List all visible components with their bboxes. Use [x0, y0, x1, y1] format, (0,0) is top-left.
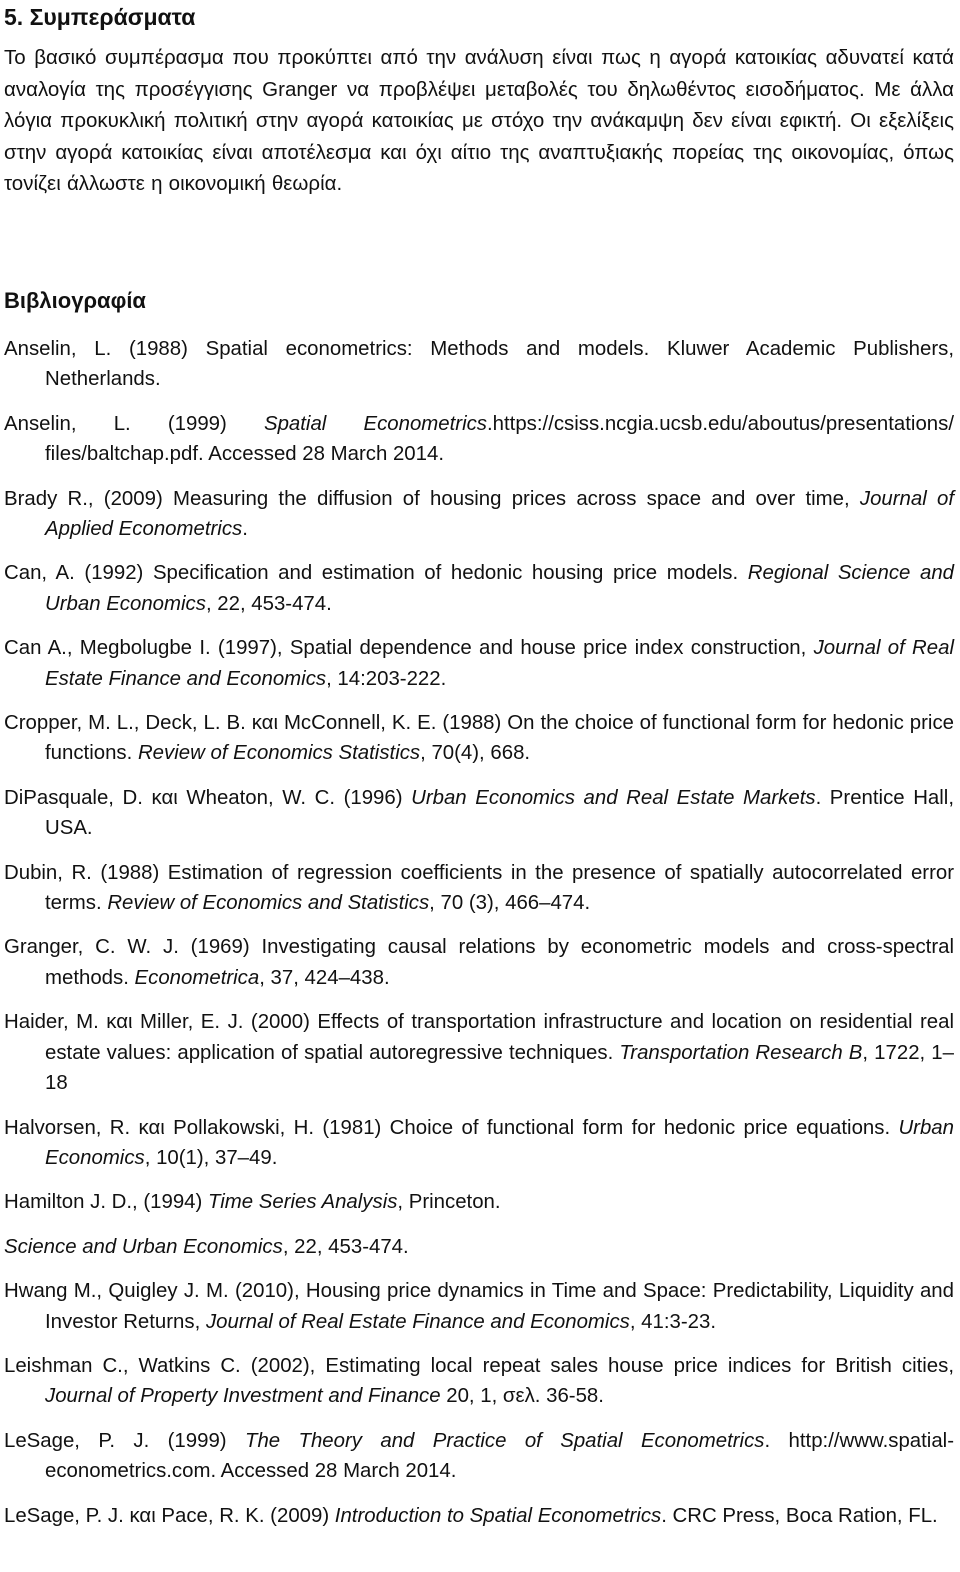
- reference-text: , 22, 453-474.: [282, 1235, 409, 1258]
- reference-text: Leishman C., Watkins C. (2002), Estimating local repeat sales house price indices for British cities,: [4, 1354, 954, 1377]
- reference-text: Granger, C. W. J. (1969) Investigating causal relations by econometric models and cross-spectral methods.: [4, 936, 954, 989]
- conclusion-paragraph: Το βασικό συμπέρασμα που προκύπτει από την ανάλυση είναι πως η αγορά κατοικίας αδυνατεί κατά αναλογία της προσέγγισης Granger να προβλέψει μεταβολές του δηλωθέντος εισοδήματος. Με άλλα λόγια προκυκλική πολιτική στην αγορά κατοικίας με στόχο την ανάκαμψη δεν είναι εφικτή. Οι εξελίξεις στην αγορά κατοικίας είναι αποτέλεσμα και όχι αίτιο της αναπτυξιακής πορείας της οικονομίας, όπως τονίζει άλλωστε η οικονομική θεωρία.: [4, 46, 954, 196]
- reference-italic-title: Regional Science and Urban Economics: [45, 562, 954, 615]
- reference-text: , 10(1), 37–49.: [144, 1146, 278, 1169]
- reference-italic-title: Review of Economics and Statistics: [107, 892, 430, 915]
- reference-italic-title: The Theory and Practice of Spatial Econometrics: [244, 1429, 765, 1452]
- reference-item: [4, 409, 954, 470]
- reference-text: . CRC Press, Boca Ration, FL.: [661, 1504, 938, 1527]
- reference-text: Anselin, L. (1999): [4, 412, 264, 435]
- reference-list: [4, 334, 954, 1531]
- reference-text: , 70 (3), 466–474.: [429, 892, 591, 915]
- reference-text: .: [242, 518, 248, 540]
- reference-italic-title: Journal of Applied Econometrics: [45, 487, 954, 540]
- reference-item: [4, 633, 954, 694]
- section-title: 5. Συμπεράσματα: [4, 4, 196, 30]
- reference-italic-title: Journal of Real Estate Finance and Economics: [205, 1310, 630, 1333]
- reference-text: .https://csiss.ncgia.ucsb.edu/aboutus/presentations/ files/baltchap.pdf. Accessed 28 March 2014.: [45, 412, 954, 466]
- reference-text: , 70(4), 668.: [420, 742, 531, 765]
- reference-text: DiPasquale, D. και Wheaton, W. C. (1996): [4, 786, 412, 809]
- reference-text: Can A., Megbolugbe I. (1997), Spatial dependence and house price index construction,: [4, 637, 814, 660]
- reference-italic-title: Transportation Research B: [619, 1041, 863, 1064]
- reference-text: , 37, 424–438.: [259, 966, 390, 989]
- reference-italic-title: Urban Economics and Real Estate Markets: [411, 786, 816, 809]
- reference-item: [4, 1007, 954, 1098]
- reference-text: , 14:203-222.: [326, 667, 447, 690]
- reference-italic-title: Review of Economics Statistics: [137, 742, 421, 765]
- reference-item: [4, 1113, 954, 1174]
- reference-italic-title: Science and Urban Economics: [4, 1235, 283, 1258]
- reference-text: 20, 1, σελ. 36-58.: [440, 1385, 604, 1408]
- reference-text: Hamilton J. D., (1994): [4, 1191, 208, 1214]
- reference-italic-title: Econometrica: [134, 966, 260, 989]
- reference-text: Anselin, L. (1988) Spatial econometrics: Methods and models. Kluwer Academic Publishers, Netherlands.: [4, 337, 954, 391]
- reference-text: , 1722, 1–18: [45, 1041, 954, 1095]
- reference-italic-title: Urban Economics: [45, 1116, 954, 1169]
- reference-text: , 41:3-23.: [629, 1310, 716, 1333]
- reference-item: [4, 708, 954, 769]
- reference-item: [4, 783, 954, 844]
- reference-text: Dubin, R. (1988) Estimation of regression coefficients in the presence of spatially autocorrelated error terms.: [4, 861, 954, 915]
- reference-italic-title: Time Series Analysis: [207, 1191, 398, 1214]
- reference-text: Haider, M. και Miller, E. J. (2000) Effects of transportation infrastructure and location on residential real estate values: application of spatial autoregressive techniques.: [4, 1011, 954, 1064]
- reference-text: Can, A. (1992) Specification and estimation of hedonic housing price models.: [4, 562, 748, 585]
- reference-item: [4, 484, 954, 545]
- reference-text: . http://www.spatial-econometrics.com. Accessed 28 March 2014.: [45, 1429, 954, 1483]
- reference-text: Hwang M., Quigley J. M. (2010), Housing price dynamics in Time and Space: Predictability, Liquidity and Investor Returns,: [4, 1280, 954, 1333]
- reference-text: Halvorsen, R. και Pollakowski, H. (1981) Choice of functional form for hedonic price equations.: [4, 1116, 899, 1139]
- reference-text: . Prentice Hall, USA.: [45, 786, 954, 840]
- reference-text: , 22, 453-474.: [205, 592, 332, 615]
- reference-text: Cropper, M. L., Deck, L. B. και McConnell, K. E. (1988) On the choice of functional form for hedonic price functions.: [4, 712, 954, 765]
- reference-item: [4, 558, 954, 619]
- reference-italic-title: Spatial Econometrics: [263, 412, 487, 435]
- reference-item: [4, 1232, 954, 1262]
- reference-item: [4, 1351, 954, 1412]
- reference-italic-title: Journal of Real Estate Finance and Economics: [45, 637, 954, 690]
- reference-text: , Princeton.: [397, 1191, 501, 1214]
- reference-italic-title: Journal of Property Investment and Finance: [45, 1385, 441, 1408]
- reference-item: [4, 334, 954, 395]
- reference-text: LeSage, P. J. και Pace, R. K. (2009): [4, 1504, 335, 1527]
- reference-text: Brady R., (2009) Measuring the diffusion of housing prices across space and over time,: [4, 487, 860, 510]
- reference-text: LeSage, P. J. (1999): [4, 1429, 245, 1452]
- reference-item: [4, 1187, 954, 1217]
- reference-item: [4, 932, 954, 993]
- reference-italic-title: Introduction to Spatial Econometrics: [334, 1504, 662, 1527]
- reference-item: [4, 1276, 954, 1337]
- reference-item: [4, 858, 954, 919]
- bibliography-title: Βιβλιογραφία: [4, 287, 146, 313]
- reference-item: [4, 1426, 954, 1487]
- reference-item: [4, 1501, 954, 1531]
